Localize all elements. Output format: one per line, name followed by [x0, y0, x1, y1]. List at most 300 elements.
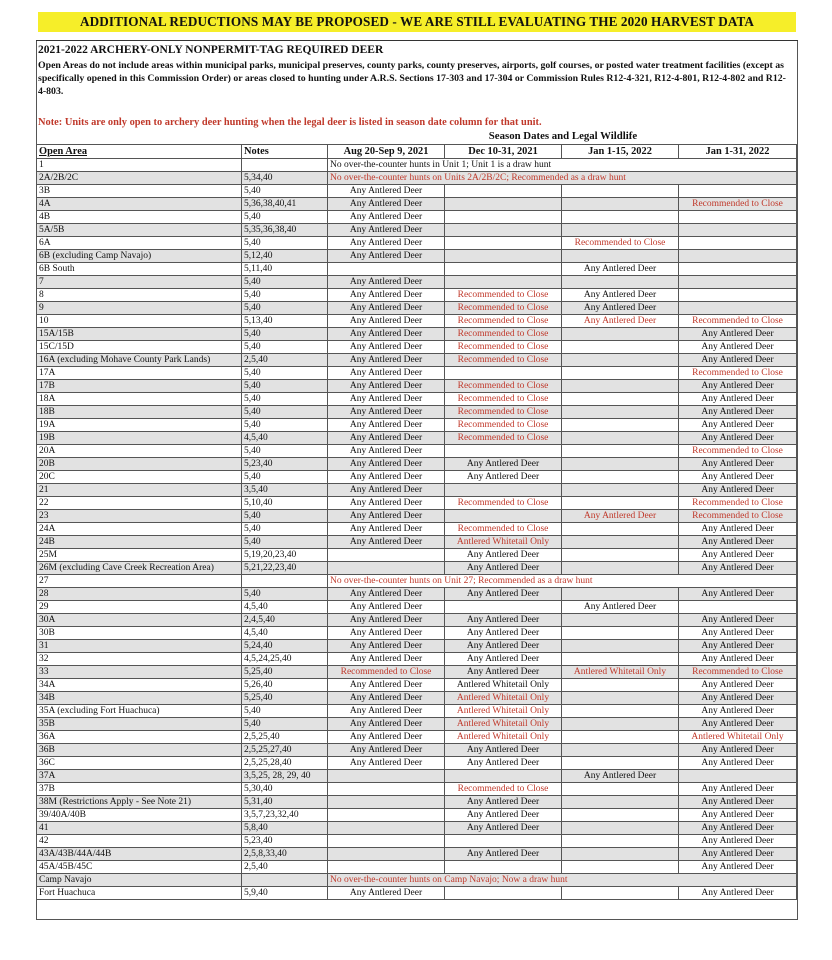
season-3-cell — [562, 679, 679, 692]
open-area-cell: 32 — [37, 653, 242, 666]
season-4-cell: Any Antlered Deer — [679, 822, 797, 835]
season-2-cell: Any Antlered Deer — [445, 796, 562, 809]
table-row — [37, 692, 797, 705]
season-2-cell: Any Antlered Deer — [445, 848, 562, 861]
notes-cell: 5,40 — [242, 276, 328, 289]
season-3-cell — [562, 497, 679, 510]
season-1-cell: Any Antlered Deer — [328, 380, 445, 393]
season-4-cell — [679, 237, 797, 250]
season-3-cell: Any Antlered Deer — [562, 289, 679, 302]
season-2-cell: Recommended to Close — [445, 328, 562, 341]
season-1-cell: Any Antlered Deer — [328, 757, 445, 770]
notes-cell: 3,5,40 — [242, 484, 328, 497]
season-1-cell: Any Antlered Deer — [328, 744, 445, 757]
notes-cell: 5,8,40 — [242, 822, 328, 835]
season-3-cell — [562, 614, 679, 627]
open-area-cell: 8 — [37, 289, 242, 302]
header-open-area: Open Area — [37, 145, 242, 159]
open-area-cell: 9 — [37, 302, 242, 315]
season-3-cell — [562, 341, 679, 354]
open-area-cell: 15C/15D — [37, 341, 242, 354]
table-row — [37, 822, 797, 835]
table-row — [37, 497, 797, 510]
note-text: Note: Units are only open to archery deer hunting when the legal deer is listed in season date column for that unit. — [38, 117, 542, 128]
table-row — [37, 744, 797, 757]
season-3-cell — [562, 692, 679, 705]
season-1-cell: Any Antlered Deer — [328, 653, 445, 666]
open-area-cell: 1 — [37, 159, 242, 172]
season-1-cell: Any Antlered Deer — [328, 679, 445, 692]
table-row — [37, 770, 797, 783]
notes-cell: 2,5,40 — [242, 354, 328, 367]
open-area-cell: 43A/43B/44A/44B — [37, 848, 242, 861]
season-3-cell — [562, 393, 679, 406]
open-area-cell: 36B — [37, 744, 242, 757]
notes-cell: 2,4,5,40 — [242, 614, 328, 627]
season-4-cell: Any Antlered Deer — [679, 406, 797, 419]
season-1-cell: Any Antlered Deer — [328, 419, 445, 432]
season-4-cell — [679, 302, 797, 315]
season-3-cell — [562, 757, 679, 770]
table-row — [37, 250, 797, 263]
season-4-cell: Any Antlered Deer — [679, 692, 797, 705]
season-4-cell: Any Antlered Deer — [679, 393, 797, 406]
season-3-cell — [562, 627, 679, 640]
notes-cell: 5,40 — [242, 588, 328, 601]
open-area-cell: 42 — [37, 835, 242, 848]
open-area-cell: 25M — [37, 549, 242, 562]
table-row — [37, 887, 797, 900]
open-area-cell: 24B — [37, 536, 242, 549]
season-2-cell: Any Antlered Deer — [445, 640, 562, 653]
notes-cell — [242, 575, 328, 588]
open-area-cell: 35A (excluding Fort Huachuca) — [37, 705, 242, 718]
span-message-cell: No over-the-counter hunts on Unit 27; Recommended as a draw hunt — [328, 575, 797, 588]
season-2-cell: Recommended to Close — [445, 354, 562, 367]
season-2-cell: Any Antlered Deer — [445, 549, 562, 562]
open-area-cell: 20B — [37, 458, 242, 471]
open-area-cell: 4B — [37, 211, 242, 224]
season-4-cell: Any Antlered Deer — [679, 653, 797, 666]
season-3-cell: Any Antlered Deer — [562, 601, 679, 614]
notes-cell: 5,40 — [242, 510, 328, 523]
open-area-cell: 24A — [37, 523, 242, 536]
notes-cell: 5,31,40 — [242, 796, 328, 809]
season-2-cell: Any Antlered Deer — [445, 614, 562, 627]
season-1-cell: Any Antlered Deer — [328, 198, 445, 211]
open-area-cell: 6A — [37, 237, 242, 250]
notes-cell: 3,5,25, 28, 29, 40 — [242, 770, 328, 783]
season-3-cell — [562, 744, 679, 757]
season-3-cell — [562, 588, 679, 601]
season-2-cell — [445, 224, 562, 237]
season-2-cell: Recommended to Close — [445, 523, 562, 536]
season-3-cell: Any Antlered Deer — [562, 770, 679, 783]
table-row — [37, 289, 797, 302]
open-area-cell: 6B South — [37, 263, 242, 276]
season-4-cell: Any Antlered Deer — [679, 471, 797, 484]
table-row — [37, 809, 797, 822]
season-1-cell: Any Antlered Deer — [328, 237, 445, 250]
season-2-cell: Antlered Whitetail Only — [445, 705, 562, 718]
season-4-cell: Any Antlered Deer — [679, 679, 797, 692]
season-2-cell: Antlered Whitetail Only — [445, 718, 562, 731]
season-1-cell: Any Antlered Deer — [328, 367, 445, 380]
table-row — [37, 835, 797, 848]
season-4-cell: Any Antlered Deer — [679, 562, 797, 575]
season-3-cell — [562, 419, 679, 432]
open-area-cell: 23 — [37, 510, 242, 523]
open-area-cell: 19B — [37, 432, 242, 445]
season-2-cell: Any Antlered Deer — [445, 809, 562, 822]
season-2-cell: Any Antlered Deer — [445, 653, 562, 666]
season-3-cell — [562, 484, 679, 497]
season-4-cell: Any Antlered Deer — [679, 705, 797, 718]
season-2-cell: Any Antlered Deer — [445, 471, 562, 484]
table-row — [37, 861, 797, 874]
season-4-cell: Any Antlered Deer — [679, 549, 797, 562]
open-area-cell: 18A — [37, 393, 242, 406]
open-area-cell: 18B — [37, 406, 242, 419]
season-4-cell — [679, 289, 797, 302]
season-4-cell: Any Antlered Deer — [679, 835, 797, 848]
season-1-cell — [328, 263, 445, 276]
table-row — [37, 445, 797, 458]
season-4-cell: Recommended to Close — [679, 198, 797, 211]
season-2-cell: Antlered Whitetail Only — [445, 679, 562, 692]
season-3-cell — [562, 380, 679, 393]
season-1-cell: Any Antlered Deer — [328, 224, 445, 237]
table-row — [37, 276, 797, 289]
season-1-cell: Any Antlered Deer — [328, 185, 445, 198]
notes-cell: 5,25,40 — [242, 666, 328, 679]
table-row — [37, 874, 797, 887]
header-season-2: Dec 10-31, 2021 — [445, 145, 562, 159]
season-1-cell: Any Antlered Deer — [328, 250, 445, 263]
season-2-cell: Recommended to Close — [445, 302, 562, 315]
open-area-cell: 3B — [37, 185, 242, 198]
notes-cell: 5,21,22,23,40 — [242, 562, 328, 575]
season-4-cell: Any Antlered Deer — [679, 536, 797, 549]
season-3-cell: Antlered Whitetail Only — [562, 666, 679, 679]
table-row — [37, 237, 797, 250]
notes-cell: 5,40 — [242, 393, 328, 406]
season-1-cell — [328, 770, 445, 783]
header-season-1: Aug 20-Sep 9, 2021 — [328, 145, 445, 159]
season-3-cell — [562, 328, 679, 341]
season-3-cell — [562, 562, 679, 575]
open-area-cell: 4A — [37, 198, 242, 211]
season-4-cell: Any Antlered Deer — [679, 380, 797, 393]
season-1-cell: Any Antlered Deer — [328, 211, 445, 224]
table-row — [37, 549, 797, 562]
season-4-cell: Any Antlered Deer — [679, 523, 797, 536]
season-4-cell: Any Antlered Deer — [679, 848, 797, 861]
open-area-cell: 27 — [37, 575, 242, 588]
season-4-cell: Any Antlered Deer — [679, 328, 797, 341]
open-area-cell: 2A/2B/2C — [37, 172, 242, 185]
season-4-cell: Any Antlered Deer — [679, 458, 797, 471]
season-3-cell — [562, 458, 679, 471]
season-2-cell — [445, 276, 562, 289]
season-1-cell: Any Antlered Deer — [328, 510, 445, 523]
open-area-cell: 15A/15B — [37, 328, 242, 341]
season-4-cell: Antlered Whitetail Only — [679, 731, 797, 744]
season-4-cell: Any Antlered Deer — [679, 588, 797, 601]
span-message-cell: No over-the-counter hunts on Units 2A/2B/2C; Recommended as a draw hunt — [328, 172, 797, 185]
table-row — [37, 718, 797, 731]
season-4-cell — [679, 185, 797, 198]
notes-cell — [242, 874, 328, 887]
season-2-cell: Antlered Whitetail Only — [445, 692, 562, 705]
season-4-cell: Any Antlered Deer — [679, 640, 797, 653]
open-area-cell: 20A — [37, 445, 242, 458]
season-1-cell: Any Antlered Deer — [328, 302, 445, 315]
open-area-cell: 21 — [37, 484, 242, 497]
table-row — [37, 328, 797, 341]
description-text: Open Areas do not include areas within municipal parks, municipal preserves, county parks, county preserves, airports, golf courses, or posted water treatment facilities (except as specifically opened in this Commission Order) or areas closed to hunting under A.R.S. Sections 17-303 and 17-304 or Commission Rules R12-4-321, R12-4-801, R12-4-802 and R12-4-803. — [38, 60, 786, 97]
notes-cell: 5,40 — [242, 211, 328, 224]
notes-cell: 5,40 — [242, 419, 328, 432]
open-area-cell: 34B — [37, 692, 242, 705]
table-row — [37, 523, 797, 536]
notes-cell: 5,40 — [242, 406, 328, 419]
season-1-cell: Any Antlered Deer — [328, 406, 445, 419]
season-2-cell: Recommended to Close — [445, 406, 562, 419]
open-area-cell: 17B — [37, 380, 242, 393]
table-row — [37, 354, 797, 367]
notes-cell: 5,40 — [242, 523, 328, 536]
season-3-cell: Any Antlered Deer — [562, 315, 679, 328]
season-3-cell — [562, 848, 679, 861]
season-2-cell: Any Antlered Deer — [445, 458, 562, 471]
season-1-cell — [328, 796, 445, 809]
table-row — [37, 510, 797, 523]
document-title: 2021-2022 ARCHERY-ONLY NONPERMIT-TAG REQUIRED DEER — [38, 44, 384, 56]
table-row — [37, 263, 797, 276]
season-2-cell — [445, 250, 562, 263]
table-row — [37, 224, 797, 237]
season-3-cell — [562, 211, 679, 224]
open-area-cell: 38M (Restrictions Apply - See Note 21) — [37, 796, 242, 809]
notes-cell: 4,5,40 — [242, 601, 328, 614]
table-row — [37, 315, 797, 328]
season-4-cell: Any Antlered Deer — [679, 627, 797, 640]
season-1-cell — [328, 822, 445, 835]
notes-cell: 5,40 — [242, 367, 328, 380]
season-1-cell: Any Antlered Deer — [328, 328, 445, 341]
season-2-cell: Antlered Whitetail Only — [445, 536, 562, 549]
open-area-cell: 35B — [37, 718, 242, 731]
season-3-cell — [562, 224, 679, 237]
season-3-cell — [562, 185, 679, 198]
season-2-cell — [445, 185, 562, 198]
notes-cell: 5,40 — [242, 536, 328, 549]
season-2-cell: Any Antlered Deer — [445, 627, 562, 640]
season-2-cell — [445, 770, 562, 783]
season-3-cell — [562, 432, 679, 445]
notes-cell: 5,40 — [242, 718, 328, 731]
season-3-cell — [562, 471, 679, 484]
table-row — [37, 796, 797, 809]
table-row — [37, 380, 797, 393]
season-1-cell: Any Antlered Deer — [328, 614, 445, 627]
season-1-cell: Any Antlered Deer — [328, 692, 445, 705]
season-1-cell — [328, 848, 445, 861]
season-3-cell — [562, 354, 679, 367]
season-1-cell: Any Antlered Deer — [328, 484, 445, 497]
season-3-cell — [562, 718, 679, 731]
season-3-cell — [562, 445, 679, 458]
season-2-cell: Recommended to Close — [445, 315, 562, 328]
open-area-cell: 34A — [37, 679, 242, 692]
notes-cell: 5,24,40 — [242, 640, 328, 653]
season-4-cell: Any Antlered Deer — [679, 757, 797, 770]
table-row — [37, 172, 797, 185]
open-area-cell: 22 — [37, 497, 242, 510]
season-1-cell — [328, 835, 445, 848]
notes-cell: 5,12,40 — [242, 250, 328, 263]
season-4-cell: Recommended to Close — [679, 497, 797, 510]
season-1-cell: Any Antlered Deer — [328, 432, 445, 445]
season-1-cell: Any Antlered Deer — [328, 289, 445, 302]
season-3-cell — [562, 653, 679, 666]
notes-cell: 5,40 — [242, 237, 328, 250]
season-1-cell — [328, 783, 445, 796]
table-row — [37, 640, 797, 653]
season-1-cell: Any Antlered Deer — [328, 497, 445, 510]
title-divider — [36, 40, 798, 41]
season-4-cell: Any Antlered Deer — [679, 809, 797, 822]
notes-cell: 2,5,25,28,40 — [242, 757, 328, 770]
notes-cell: 5,23,40 — [242, 458, 328, 471]
table-row — [37, 432, 797, 445]
season-2-cell — [445, 887, 562, 900]
season-4-cell — [679, 770, 797, 783]
season-3-cell — [562, 523, 679, 536]
season-1-cell — [328, 861, 445, 874]
notes-cell: 5,40 — [242, 302, 328, 315]
notes-cell: 5,40 — [242, 341, 328, 354]
notes-cell: 5,40 — [242, 380, 328, 393]
notes-cell: 2,5,8,33,40 — [242, 848, 328, 861]
season-2-cell — [445, 237, 562, 250]
season-2-cell — [445, 445, 562, 458]
span-message-cell: No over-the-counter hunts on Camp Navajo; Now a draw hunt — [328, 874, 797, 887]
notes-cell: 3,5,7,23,32,40 — [242, 809, 328, 822]
notes-cell: 5,25,40 — [242, 692, 328, 705]
table-row — [37, 406, 797, 419]
table-row — [37, 601, 797, 614]
notes-cell: 2,5,40 — [242, 861, 328, 874]
notes-cell — [242, 159, 328, 172]
table-row — [37, 471, 797, 484]
season-4-cell: Recommended to Close — [679, 367, 797, 380]
notes-cell: 5,40 — [242, 705, 328, 718]
season-2-cell — [445, 510, 562, 523]
season-2-cell: Recommended to Close — [445, 783, 562, 796]
season-1-cell — [328, 809, 445, 822]
notes-cell: 4,5,40 — [242, 627, 328, 640]
season-3-cell — [562, 835, 679, 848]
table-row — [37, 341, 797, 354]
season-3-cell — [562, 276, 679, 289]
table-row — [37, 211, 797, 224]
open-area-cell: 33 — [37, 666, 242, 679]
season-2-cell — [445, 835, 562, 848]
table-row — [37, 393, 797, 406]
season-3-cell — [562, 861, 679, 874]
season-4-cell: Any Antlered Deer — [679, 614, 797, 627]
season-2-cell: Recommended to Close — [445, 419, 562, 432]
open-area-cell: 29 — [37, 601, 242, 614]
season-3-cell: Recommended to Close — [562, 237, 679, 250]
season-4-cell: Any Antlered Deer — [679, 419, 797, 432]
open-area-cell: Camp Navajo — [37, 874, 242, 887]
open-area-cell: 45A/45B/45C — [37, 861, 242, 874]
season-1-cell: Any Antlered Deer — [328, 718, 445, 731]
table-row — [37, 185, 797, 198]
open-area-cell: 6B (excluding Camp Navajo) — [37, 250, 242, 263]
season-2-cell: Recommended to Close — [445, 341, 562, 354]
season-4-cell — [679, 250, 797, 263]
notes-cell: 5,11,40 — [242, 263, 328, 276]
season-2-cell — [445, 367, 562, 380]
season-2-cell — [445, 211, 562, 224]
open-area-cell: Fort Huachuca — [37, 887, 242, 900]
notes-cell: 5,40 — [242, 289, 328, 302]
season-2-cell: Recommended to Close — [445, 432, 562, 445]
season-3-cell — [562, 367, 679, 380]
open-area-cell: 36C — [37, 757, 242, 770]
notes-cell: 4,5,24,25,40 — [242, 653, 328, 666]
table-row — [37, 679, 797, 692]
season-4-cell — [679, 601, 797, 614]
open-area-cell: 30B — [37, 627, 242, 640]
open-area-cell: 16A (excluding Mohave County Park Lands) — [37, 354, 242, 367]
season-4-cell: Recommended to Close — [679, 666, 797, 679]
season-3-cell — [562, 809, 679, 822]
notes-cell: 5,9,40 — [242, 887, 328, 900]
open-area-cell: 39/40A/40B — [37, 809, 242, 822]
notes-cell: 5,26,40 — [242, 679, 328, 692]
table-row — [37, 575, 797, 588]
notes-cell: 5,36,38,40,41 — [242, 198, 328, 211]
open-area-cell: 26M (excluding Cave Creek Recreation Area) — [37, 562, 242, 575]
season-1-cell: Any Antlered Deer — [328, 887, 445, 900]
table-row — [37, 419, 797, 432]
table-row — [37, 302, 797, 315]
season-3-cell — [562, 549, 679, 562]
notes-cell: 5,40 — [242, 445, 328, 458]
season-4-cell: Any Antlered Deer — [679, 484, 797, 497]
notes-cell: 5,23,40 — [242, 835, 328, 848]
season-4-cell: Recommended to Close — [679, 445, 797, 458]
season-2-cell: Recommended to Close — [445, 289, 562, 302]
season-3-cell: Any Antlered Deer — [562, 510, 679, 523]
season-2-cell — [445, 198, 562, 211]
season-3-cell — [562, 198, 679, 211]
season-4-cell: Any Antlered Deer — [679, 861, 797, 874]
season-4-cell: Any Antlered Deer — [679, 796, 797, 809]
header-season-4: Jan 1-31, 2022 — [679, 145, 797, 159]
season-3-cell — [562, 640, 679, 653]
season-3-cell — [562, 705, 679, 718]
season-4-cell — [679, 263, 797, 276]
table-row — [37, 705, 797, 718]
season-1-cell: Any Antlered Deer — [328, 354, 445, 367]
season-2-cell — [445, 484, 562, 497]
